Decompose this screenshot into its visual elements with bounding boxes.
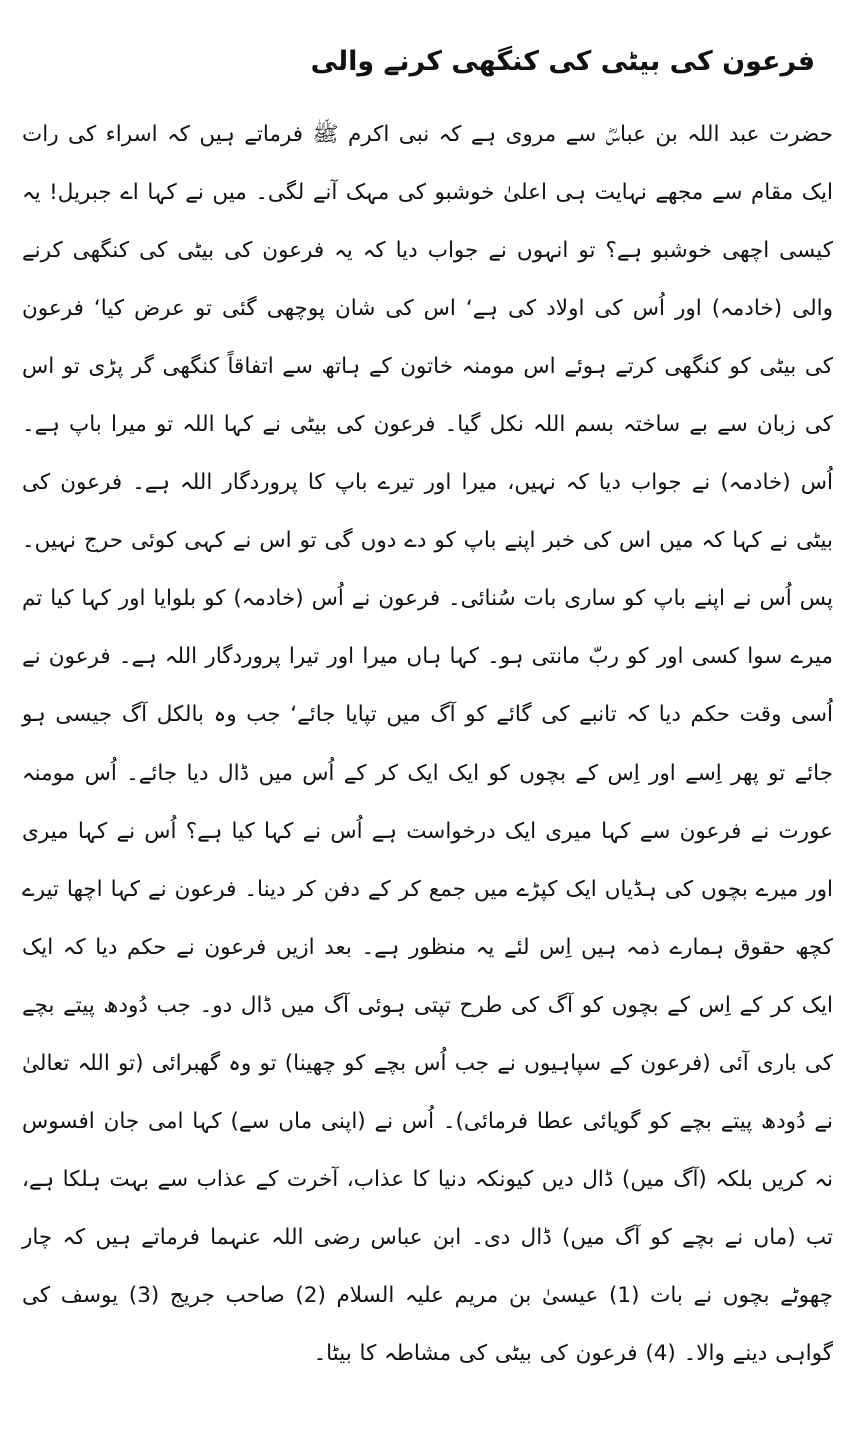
article-body: حضرت عبد اللہ بن عباسؓ سے مروی ہے کہ نبی اکرم ﷺ فرماتے ہیں کہ اسراء کی رات ایک مقام سے مجھے نہایت ہی اعلیٰ خوشبو کی مہک آنے لگی۔ میں نے کہا اے جبریل! یہ کیسی اچھی خوشبو ہے؟ تو انہوں نے جواب دیا کہ یہ فرعون کی بیٹی کی کنگھی کرنے والی (خادمہ) اور اُس کی اولاد کی ہے‘ اس کی شان پوچھی گئی تو عرض کیا‘ فرعون کی بیٹی کو کنگھی کرتے ہوئے اس مومنہ خاتون کے ہاتھ سے اتفاقاً کنگھی گر پڑی تو اس کی زبان سے بے ساختہ بسم اللہ نکل گیا۔ فرعون کی بیٹی نے کہا اللہ تو میرا باپ ہے۔ اُس (خادمہ) نے جواب دیا کہ نہیں، میرا اور تیرے باپ کا پروردگار اللہ ہے۔ فرعون کی بیٹی نے کہا کہ میں اس کی خبر اپنے باپ کو دے دوں گی تو اس نے کہی کوئی حرج نہیں۔ پس اُس نے اپنے باپ کو ساری بات سُنائی۔ فرعون نے اُس (خادمہ) کو بلوایا اور کہا کیا تم میرے سوا کسی اور کو ربّ مانتی ہو۔ کہا ہاں میرا اور تیرا پروردگار اللہ ہے۔ فرعون نے اُسی وقت حکم دیا کہ تانبے کی گائے کو آگ میں تپایا جائے‘ جب وہ بالکل آگ جیسی ہو جائے تو پھر اِسے اور اِس کے بچوں کو ایک ایک کر کے اُس میں ڈال دیا جائے۔ اُس مومنہ عورت نے فرعون سے کہا میری ایک درخواست ہے اُس نے کہا کیا ہے؟ اُس نے کہا میری اور میرے بچوں کی ہڈیاں ایک کپڑے میں جمع کر کے دفن کر دینا۔ فرعون نے کہا اچھا تیرے کچھ حقوق ہمارے ذمہ ہیں اِس لئے یہ منظور ہے۔ بعد ازیں فرعون نے حکم دیا کہ ایک ایک کر کے اِس کے بچوں کو آگ کی طرح تپتی ہوئی آگ میں ڈال دو۔ جب دُودھ پیتے بچے کی باری آئی (فرعون کے سپاہیوں نے جب اُس بچے کو چھینا) تو وہ گھبرائی (تو اللہ تعالیٰ نے دُودھ پیتے بچے کو گویائی عطا فرمائی)۔ اُس نے (اپنی ماں سے) کہا امی جان افسوس نہ کریں بلکہ (آگ میں) ڈال دیں کیونکہ دنیا کا عذاب، آخرت کے عذاب سے بہت ہلکا ہے، تب (ماں نے بچے کو آگ میں) ڈال دی۔ ابن عباس رضی اللہ عنہما فرماتے ہیں کہ چار چھوٹے بچوں نے بات (1) عیسیٰ بن مریم علیہ السلام (2) صاحب جریج (3) یوسف کی گواہی دینے والا۔ (4) فرعون کی بیٹی کی مشاطہ کا بیٹا۔: [22, 122, 833, 1366]
article-title: فرعون کی بیٹی کی کنگھی کرنے والی: [310, 46, 815, 77]
